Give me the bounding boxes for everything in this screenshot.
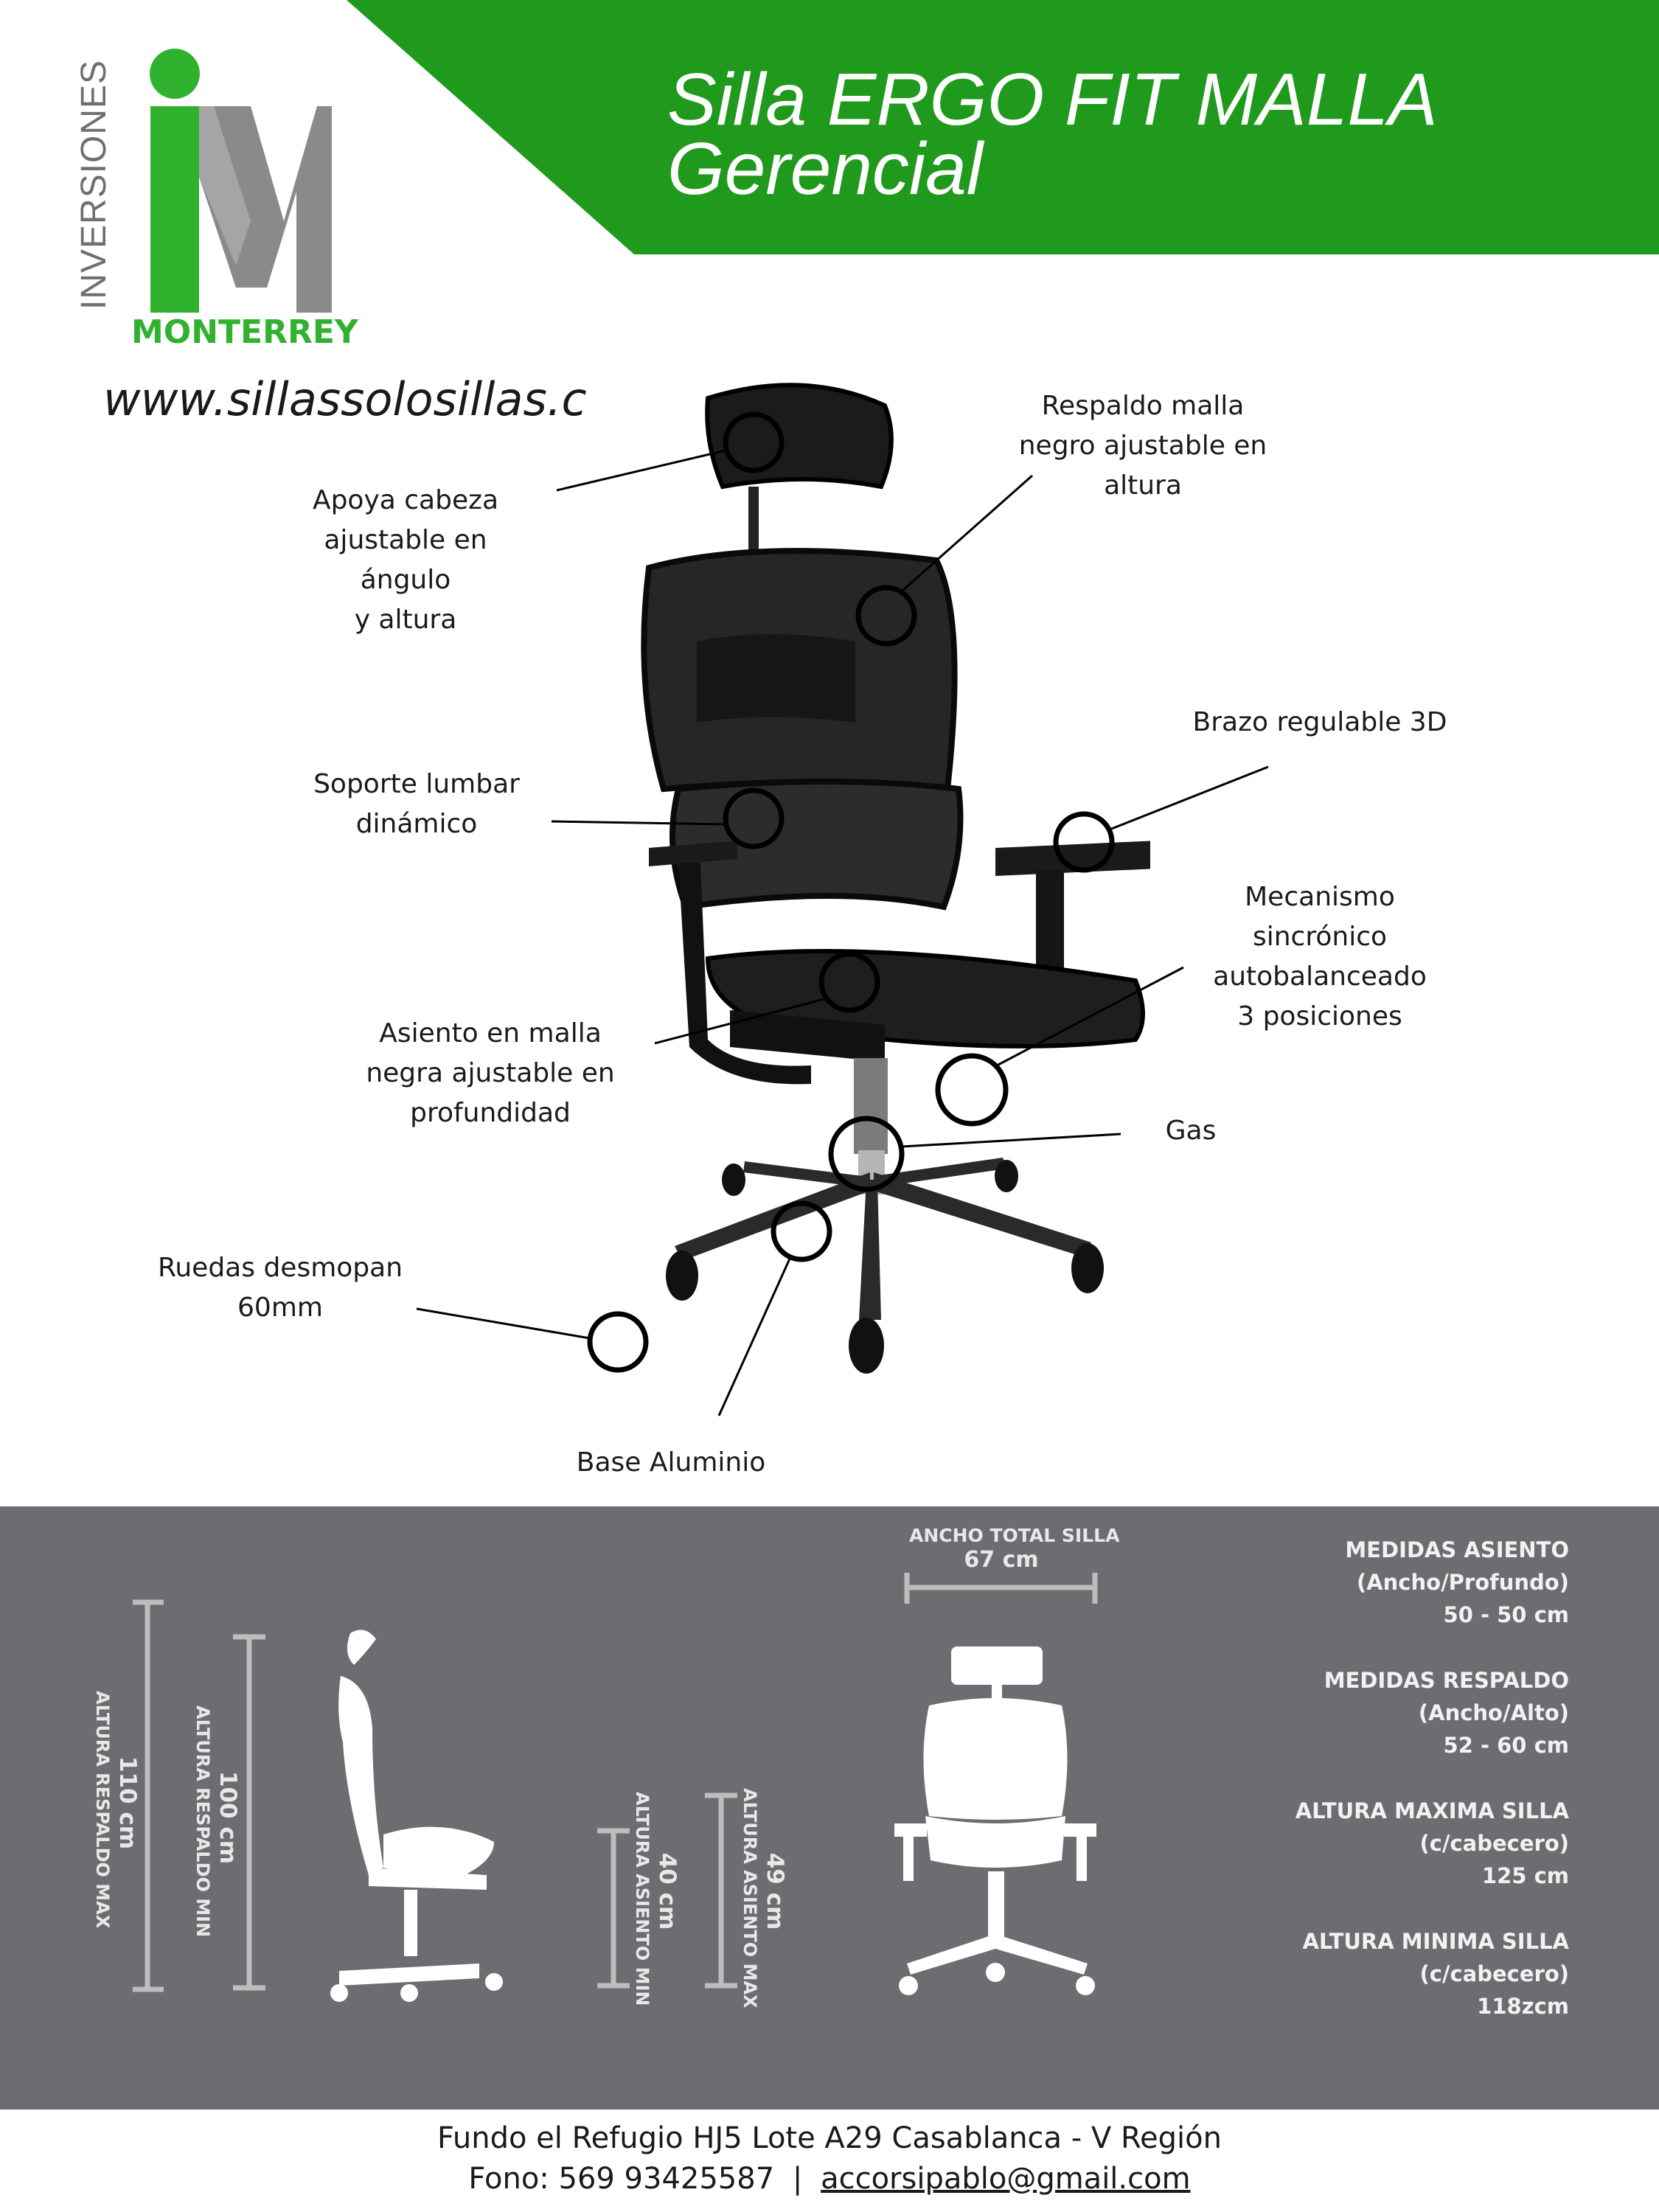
callout-marker-apoya-cabeza (726, 414, 782, 470)
ancho-total-value: 67 cm (964, 1547, 1039, 1573)
callout-base: Base Aluminio (576, 1447, 766, 1478)
spec-altura-minima: ALTURA MINIMA SILLA (c/cabecero) 118zcm (1302, 1929, 1569, 2019)
callout-marker-lumbar (726, 790, 782, 846)
callout-lumbar: Soporte lumbar dinámico (313, 769, 520, 839)
title-line-2: Gerencial (667, 128, 983, 210)
callout-brazo: Brazo regulable 3D (1192, 707, 1447, 737)
callout-marker-mecanismo (938, 1056, 1006, 1124)
callout-asiento: Asiento en malla negra ajustable en profundidad (366, 1018, 615, 1128)
callout-marker-respaldo (858, 588, 914, 644)
footer-separator: | (792, 2162, 803, 2196)
callout-mecanismo: Mecanismo sincrónico autobalanceado 3 posiciones (1213, 882, 1427, 1032)
logo-inversiones-text: INVERSIONES (74, 59, 114, 310)
callout-marker-ruedas (590, 1314, 646, 1370)
spec-medidas-respaldo: MEDIDAS RESPALDO (Ancho/Alto) 52 - 60 cm (1324, 1668, 1569, 1758)
asiento-min-value: 40 cm (654, 1852, 681, 1930)
respaldo-min-value: 100 cm (215, 1770, 241, 1865)
respaldo-min-label (190, 1705, 241, 1938)
callout-marker-base (773, 1203, 830, 1259)
footer-address: Fundo el Refugio HJ5 Lote A29 Casablanca - V Región (437, 2121, 1222, 2155)
asiento-max-value: 49 cm (762, 1852, 788, 1930)
chair-side-silhouette-icon (330, 1630, 503, 2003)
asiento-min-text: ALTURA ASIENTO MIN (632, 1792, 653, 2006)
respaldo-max-label (90, 1691, 141, 1929)
title-line-1: Silla ERGO FIT MALLA (667, 58, 1438, 141)
ancho-total-label: ANCHO TOTAL SILLA (909, 1525, 1120, 1546)
chair-front-silhouette-icon (894, 1646, 1096, 1995)
website-link[interactable]: www.sillassolosillas.c (103, 372, 587, 426)
callout-marker-asiento (821, 954, 877, 1010)
spec-altura-maxima: ALTURA MAXIMA SILLA (c/cabecero) 125 cm (1295, 1798, 1569, 1888)
respaldo-max-text: ALTURA RESPALDO MAX (92, 1691, 113, 1929)
callout-gas: Gas (1165, 1116, 1217, 1146)
callout-ruedas: Ruedas desmopan 60mm (157, 1253, 403, 1323)
respaldo-max-value: 110 cm (114, 1756, 141, 1850)
respaldo-min-text: ALTURA RESPALDO MIN (192, 1705, 213, 1938)
callout-marker-gas (831, 1119, 902, 1189)
footer-phone: Fono: 569 93425587 (468, 2162, 775, 2196)
logo-monterrey-text: MONTERREY (131, 313, 358, 351)
callout-apoya-cabeza: Apoya cabeza ajustable en ángulo y altura (312, 485, 499, 635)
callout-respaldo: Respaldo malla negro ajustable en altura (1018, 391, 1267, 501)
spec-medidas-asiento: MEDIDAS ASIENTO (Ancho/Profundo) 50 - 50 cm (1345, 1537, 1569, 1627)
asiento-max-text: ALTURA ASIENTO MAX (740, 1788, 760, 2008)
asiento-max-label (737, 1788, 788, 2008)
footer-email-link[interactable]: accorsipablo@gmail.com (821, 2162, 1191, 2196)
callout-marker-brazo (1056, 814, 1112, 870)
asiento-min-label (630, 1792, 681, 2006)
footer-contact (0, 2162, 1659, 2196)
